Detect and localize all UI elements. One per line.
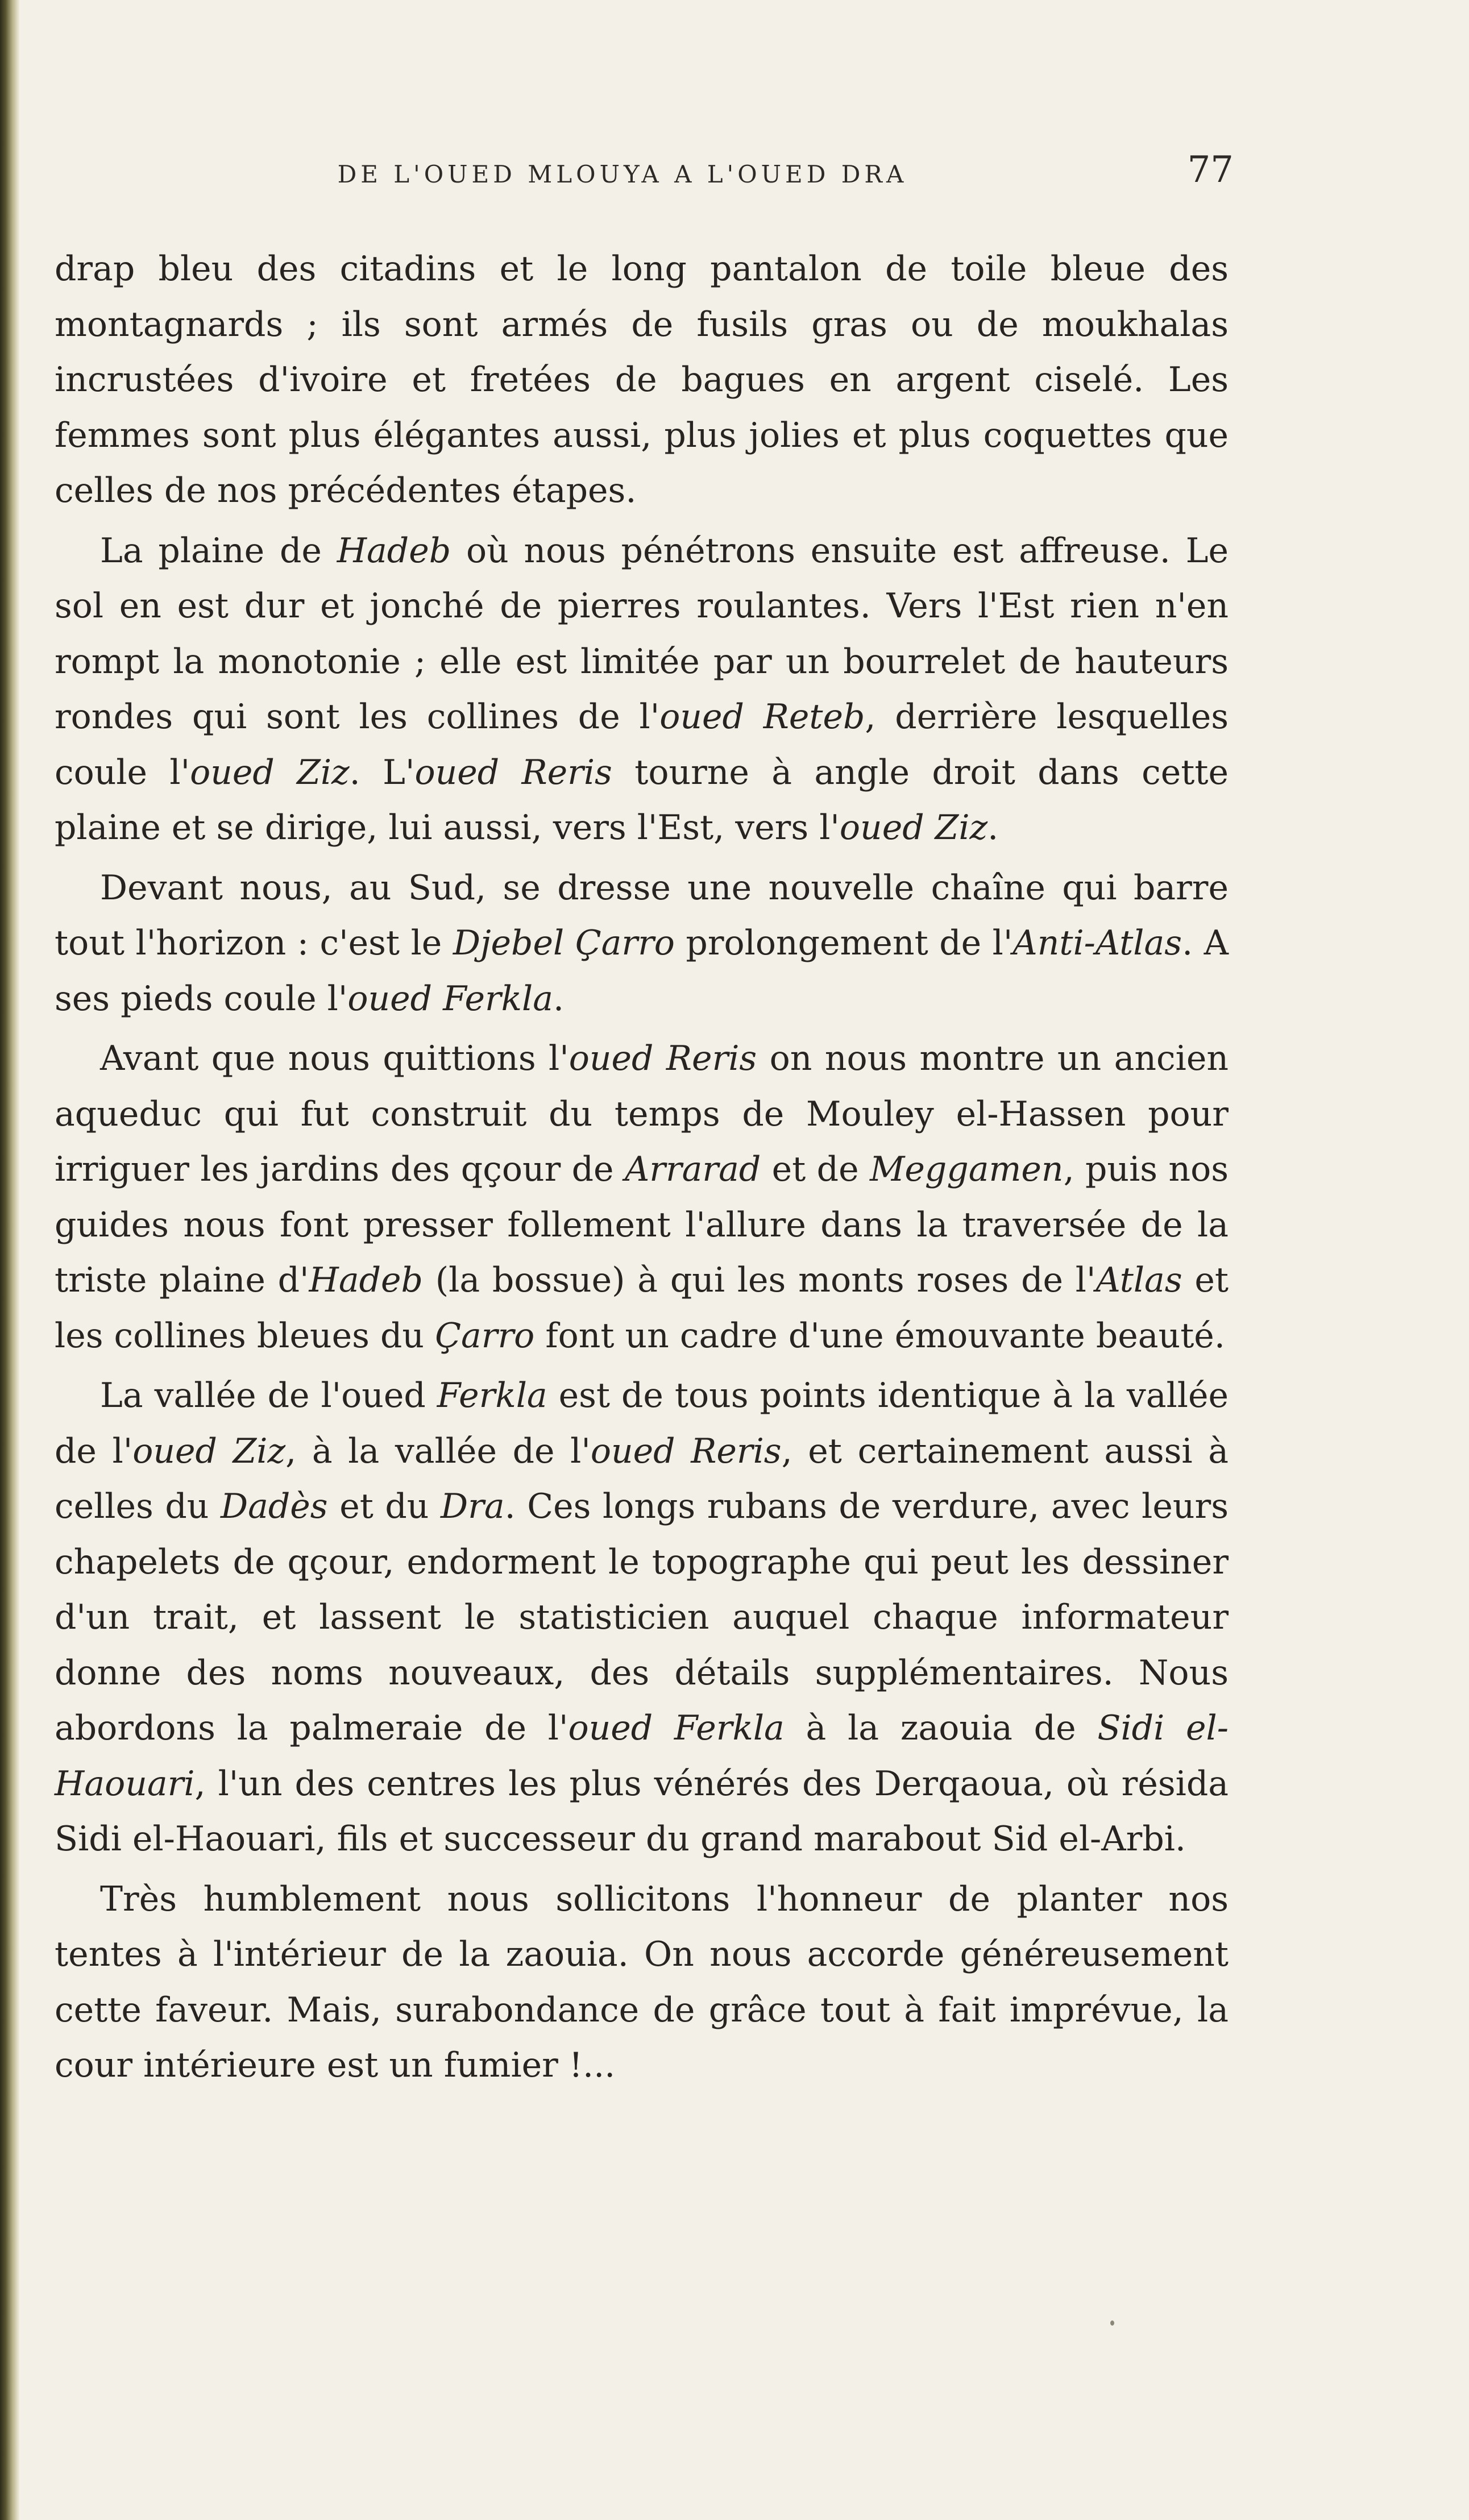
running-head: DE L'OUED MLOUYA A L'OUED DRA [337, 160, 908, 188]
body-text [55, 242, 1229, 2098]
place-name: Meggamen [869, 1149, 1064, 1189]
place-name: oued Ferkla [568, 1708, 785, 1748]
place-name: oued Ziz [132, 1431, 286, 1471]
place-name: Çarro [435, 1315, 535, 1356]
text-run: est de tous points identique à la vallée de l' [55, 1376, 1229, 1471]
place-name: Dadès [221, 1487, 328, 1526]
text-run: à la zaouia de [784, 1708, 1098, 1748]
paper-speck [1110, 2320, 1114, 2326]
text-run: , et certainement aussi à celles du [55, 1431, 1229, 1526]
text-run: font un cadre d'une émouvante beauté. [534, 1315, 1225, 1356]
text-run: . [987, 808, 999, 848]
text-run: et de [761, 1149, 870, 1189]
text-run: . Ces longs rubans de verdure, avec leurs chapelets de qçour, endorment le topographe qui peut les dessiner d'un trait, et lassent le statisticien auquel chaque informateur donne des noms nouveaux, des détails supplémentaires. Nous abordons la palmeraie de l' [55, 1487, 1229, 1748]
text-run: . L' [349, 752, 415, 792]
place-name: Atlas [1095, 1260, 1182, 1300]
place-name: oued Ziz [190, 752, 350, 792]
text-run: , derrière lesquelles coule l' [55, 697, 1229, 792]
place-name: oued Ferkla [347, 978, 553, 1019]
place-name: oued Ziz [839, 808, 988, 848]
text-run: La plaine de [100, 530, 337, 571]
place-name: Anti-Atlas [1012, 923, 1182, 963]
text-run: , l'un des centres les plus vénérés des Derqaoua, où résida Sidi el-Haouari, fils et successeur du grand marabout Sid el-Arbi. [55, 1763, 1229, 1859]
place-name: Dra [441, 1487, 505, 1526]
paragraph [55, 1031, 1229, 1364]
page-number: 77 [1187, 149, 1234, 191]
text-run: , puis nos guides nous font presser follement l'allure dans la traversée de la triste plaine d' [55, 1149, 1229, 1300]
place-name: Arrarad [624, 1149, 761, 1189]
text-run: Devant nous, au Sud, se dresse une nouvelle chaîne qui barre tout l'horizon : c'est le [55, 867, 1229, 963]
text-run: Avant que nous quittions l' [100, 1039, 569, 1078]
text-run: et du [327, 1487, 441, 1526]
place-name: Ferkla [437, 1376, 547, 1415]
text-run: Très humblement nous sollicitons l'honneur de planter nos tentes à l'intérieur de la zaouia. On nous accorde généreusement cette faveur. Mais, surabondance de grâce tout à fait imprévue, la cour intérieure est un fumier !... [55, 1879, 1229, 2085]
paragraph [55, 242, 1229, 519]
place-name: oued Reris [568, 1039, 757, 1078]
place-name: Hadeb [309, 1260, 423, 1300]
text-run: La vallée de l'oued [100, 1376, 437, 1415]
text-run: on nous montre un ancien aqueduc qui fut construit du temps de Mouley el-Hassen pour irriguer les jardins des qçour de [55, 1039, 1229, 1189]
text-run: tourne à angle droit dans cette plaine et se dirige, lui aussi, vers l'Est, vers l' [55, 752, 1229, 848]
text-run: drap bleu des citadins et le long pantalon de toile bleue des montagnards ; ils sont armés de fusils gras ou de moukhalas incrustées d'ivoire et fretées de bagues en argent ciselé. Les femmes sont plus élégantes aussi, plus jolies et plus coquettes que celles de nos précédentes étapes. [55, 249, 1229, 510]
place-name: Hadeb [337, 530, 451, 571]
text-run: (la bossue) à qui les monts roses de l' [422, 1260, 1096, 1300]
paragraph [55, 1872, 1229, 2094]
paragraph [55, 1368, 1229, 1867]
text-run: , à la vallée de l' [285, 1431, 591, 1471]
text-run: . [553, 978, 565, 1019]
text-run: prolongement de l' [674, 923, 1013, 963]
text-run: . A ses pieds coule l' [55, 923, 1229, 1019]
paragraph [55, 524, 1229, 856]
place-name: Djebel Çarro [453, 923, 675, 963]
place-name: oued Reris [590, 1431, 782, 1471]
text-run: et les collines bleues du [55, 1260, 1229, 1356]
place-name: oued Reris [414, 752, 612, 792]
paragraph [55, 861, 1229, 1027]
place-name: oued Reteb [659, 697, 865, 737]
place-name: Sidi el-Haouari [55, 1708, 1229, 1804]
text-run: où nous pénétrons ensuite est affreuse. Le sol en est dur et jonché de pierres roulantes. Vers l'Est rien n'en rompt la monotonie ; elle est limitée par un bourrelet de hauteurs rondes qui sont les collines de l' [55, 530, 1229, 737]
